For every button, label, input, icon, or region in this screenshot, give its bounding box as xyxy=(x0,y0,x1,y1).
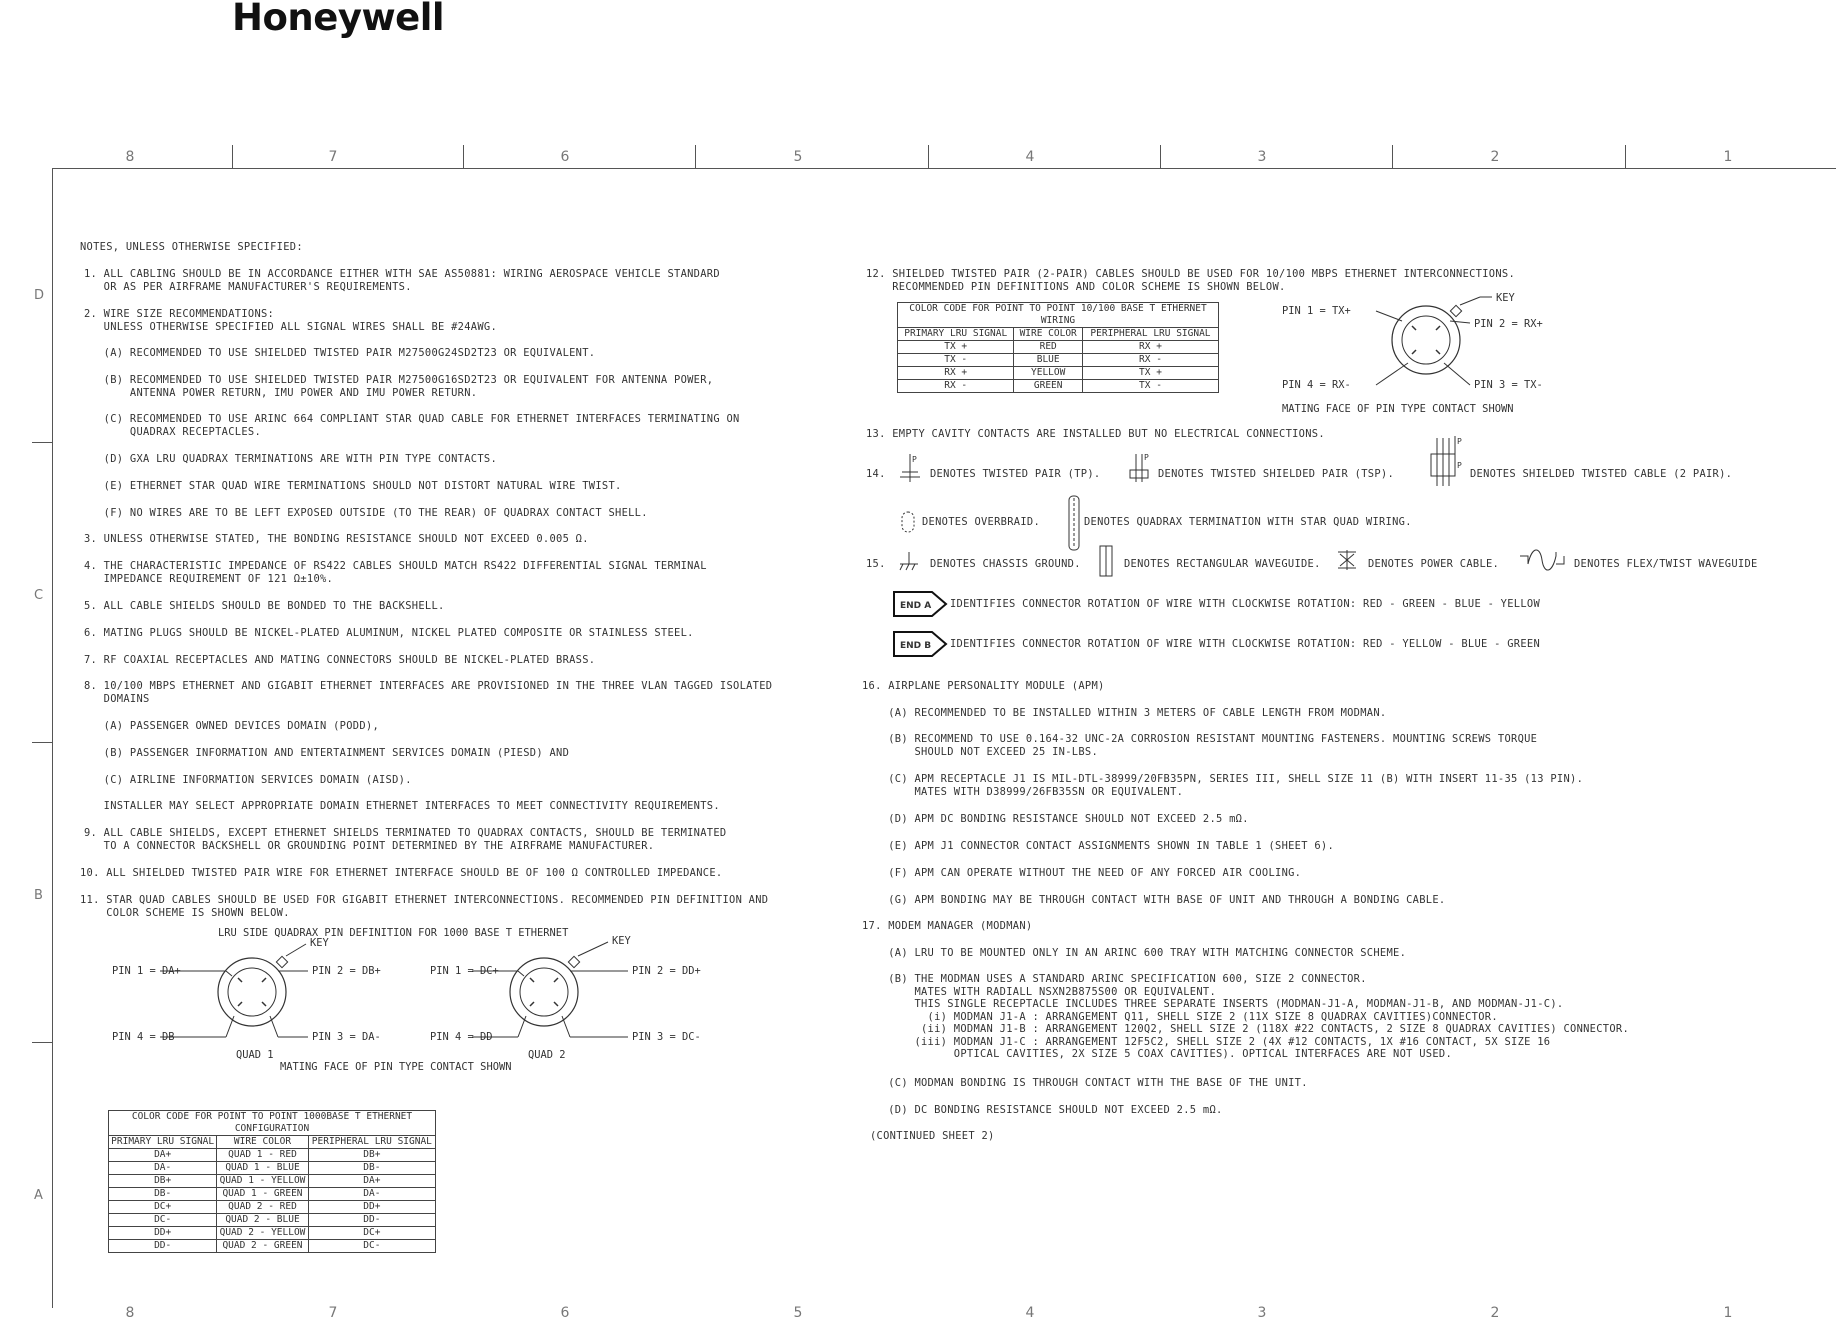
eth-diagram-caption: MATING FACE OF PIN TYPE CONTACT SHOWN xyxy=(1282,403,1514,415)
note-16b: (B) RECOMMEND TO USE 0.164-32 UNC-2A CORROSION RESISTANT MOUNTING FASTENERS. MOUNTING SCREWS TORQUE SHOULD NOT EXCEED 25 IN-LBS. xyxy=(888,733,1538,758)
end-a-label: END A xyxy=(900,601,932,611)
gig-diagram-title: LRU SIDE QUADRAX PIN DEFINITION FOR 1000 BASE T ETHERNET xyxy=(218,927,569,939)
overbraid-symbol xyxy=(896,510,920,536)
note-8: 8. 10/100 MBPS ETHERNET AND GIGABIT ETHERNET INTERFACES ARE PROVISIONED IN THE THREE VLAN TAGGED ISOLATED DOMAINS xyxy=(84,680,773,705)
zone-col-label: 7 xyxy=(328,149,338,165)
note-16: 16. AIRPLANE PERSONALITY MODULE (APM) xyxy=(862,680,1105,692)
zone-col-label: 2 xyxy=(1490,149,1500,165)
gig-table-title: COLOR CODE FOR POINT TO POINT 1000BASE T ETHERNET CONFIGURATION xyxy=(109,1111,436,1136)
eth-pin3: PIN 3 = TX- xyxy=(1474,379,1543,391)
end-b-tag xyxy=(892,630,952,658)
notes-header: NOTES, UNLESS OTHERWISE SPECIFIED: xyxy=(80,241,303,253)
quad2-connector xyxy=(472,942,628,1037)
table-cell: DD- xyxy=(308,1214,435,1227)
eth-table-header: WIRE COLOR xyxy=(1014,328,1083,341)
tsc-text: DENOTES SHIELDED TWISTED CABLE (2 PAIR). xyxy=(1470,468,1733,480)
note-2a: (A) RECOMMENDED TO USE SHIELDED TWISTED PAIR M27500G24SD2T23 OR EQUIVALENT. xyxy=(84,347,596,359)
zone-col-label-bottom: 8 xyxy=(125,1305,135,1321)
note-16g: (G) APM BONDING MAY BE THROUGH CONTACT WITH BASE OF UNIT AND THROUGH A BONDING CABLE. xyxy=(862,894,1446,906)
table-cell: QUAD 1 - RED xyxy=(217,1149,308,1162)
table-row xyxy=(898,380,1219,393)
zone-col-label-bottom: 6 xyxy=(560,1305,570,1321)
table-cell: DA+ xyxy=(308,1175,435,1188)
honeywell-logo: Honeywell xyxy=(232,0,445,39)
tp-text: DENOTES TWISTED PAIR (TP). xyxy=(930,468,1101,480)
eth-table-header: PRIMARY LRU SIGNAL xyxy=(898,328,1014,341)
zone-row-label: B xyxy=(34,888,43,903)
table-cell: QUAD 2 - GREEN xyxy=(217,1240,308,1253)
gig-table-header: WIRE COLOR xyxy=(217,1136,308,1149)
note-8c: (C) AIRLINE INFORMATION SERVICES DOMAIN (AISD). xyxy=(84,774,412,786)
quad1-label: QUAD 1 xyxy=(236,1049,274,1061)
table-cell: DC+ xyxy=(308,1227,435,1240)
table-row xyxy=(898,367,1219,380)
table-cell: DA- xyxy=(109,1162,217,1175)
quad1-pin3: PIN 3 = DA- xyxy=(312,1031,381,1043)
note-9: 9. ALL CABLE SHIELDS, EXCEPT ETHERNET SHIELDS TERMINATED TO QUADRAX CONTACTS, SHOULD BE TERMINATED TO A CONNECTOR BACKSHELL OR GROUNDING POINT DETERMINED BY THE AIRFRAME MANUFACTURER. xyxy=(84,827,727,852)
note-17c: (C) MODMAN BONDING IS THROUGH CONTACT WITH THE BASE OF THE UNIT. xyxy=(862,1077,1308,1089)
eth-key-label: KEY xyxy=(1496,292,1515,304)
ethernet-color-code-table xyxy=(897,302,1219,393)
quad1-pin2: PIN 2 = DB+ xyxy=(312,965,381,977)
tp-p-label: P xyxy=(912,455,917,464)
chassis-ground-symbol xyxy=(898,550,920,574)
quad2-pin3: PIN 3 = DC- xyxy=(632,1031,701,1043)
table-cell: QUAD 1 - GREEN xyxy=(217,1188,308,1201)
flex-waveguide-text: DENOTES FLEX/TWIST WAVEGUIDE xyxy=(1574,558,1758,570)
eth-pin4: PIN 4 = RX- xyxy=(1282,379,1351,391)
table-cell: DC- xyxy=(109,1214,217,1227)
table-row xyxy=(109,1201,436,1214)
quad2-pin2: PIN 2 = DD+ xyxy=(632,965,701,977)
tsp-p-label: P xyxy=(1144,453,1149,462)
zone-tick xyxy=(1625,145,1626,168)
note-17: 17. MODEM MANAGER (MODMAN) xyxy=(862,920,1033,932)
zone-col-label-bottom: 5 xyxy=(793,1305,803,1321)
quadrax-termination-symbol xyxy=(1066,494,1082,554)
zone-col-label: 1 xyxy=(1723,149,1733,165)
note-8a: (A) PASSENGER OWNED DEVICES DOMAIN (PODD), xyxy=(84,720,380,732)
eth-pin1: PIN 1 = TX+ xyxy=(1282,305,1351,317)
note-2d: (D) GXA LRU QUADRAX TERMINATIONS ARE WITH PIN TYPE CONTACTS. xyxy=(84,453,498,465)
waveguide-text: DENOTES RECTANGULAR WAVEGUIDE. xyxy=(1124,558,1321,570)
tsc-p-label-bottom: P xyxy=(1457,461,1462,470)
quad2-pin4: PIN 4 = DD- xyxy=(430,1031,499,1043)
note-2b: (B) RECOMMENDED TO USE SHIELDED TWISTED PAIR M27500G16SD2T23 OR EQUIVALENT FOR ANTENNA POWER, ANTENNA POWER RETURN, IMU POWER AND IMU POWER RETURN. xyxy=(103,374,714,399)
table-cell: TX + xyxy=(898,341,1014,354)
zone-col-label: 3 xyxy=(1257,149,1267,165)
quad2-pin1: PIN 1 = DC+ xyxy=(430,965,499,977)
zone-tick xyxy=(232,145,233,168)
zone-tick xyxy=(1392,145,1393,168)
zone-col-label-bottom: 7 xyxy=(328,1305,338,1321)
table-cell: TX + xyxy=(1082,367,1218,380)
table-row xyxy=(109,1188,436,1201)
frame-top-border xyxy=(52,168,1836,169)
end-a-tag xyxy=(892,590,952,618)
table-row xyxy=(109,1227,436,1240)
table-cell: RX - xyxy=(898,380,1014,393)
quadrax-text: DENOTES QUADRAX TERMINATION WITH STAR QUAD WIRING. xyxy=(1084,516,1412,528)
tsp-text: DENOTES TWISTED SHIELDED PAIR (TSP). xyxy=(1158,468,1395,480)
chassis-ground-text: DENOTES CHASSIS GROUND. xyxy=(930,558,1081,570)
table-cell: BLUE xyxy=(1014,354,1083,367)
table-cell: DC- xyxy=(308,1240,435,1253)
zone-col-label-bottom: 4 xyxy=(1025,1305,1035,1321)
continued-sheet: (CONTINUED SHEET 2) xyxy=(870,1130,995,1142)
note-4: 4. THE CHARACTERISTIC IMPEDANCE OF RS422 CABLES SHOULD MATCH RS422 DIFFERENTIAL SIGNAL TERMINAL IMPEDANCE REQUIREMENT OF 121 Ω±10%. xyxy=(84,560,707,585)
table-cell: RED xyxy=(1014,341,1083,354)
table-cell: RX - xyxy=(1082,354,1218,367)
note-8-installer: INSTALLER MAY SELECT APPROPRIATE DOMAIN ETHERNET INTERFACES TO MEET CONNECTIVITY REQUIREMENTS. xyxy=(84,800,720,812)
note-2e: (E) ETHERNET STAR QUAD WIRE TERMINATIONS SHOULD NOT DISTORT NATURAL WIRE TWIST. xyxy=(84,480,622,492)
note-16d: (D) APM DC BONDING RESISTANCE SHOULD NOT EXCEED 2.5 mΩ. xyxy=(862,813,1249,825)
tsc-p-label-top: P xyxy=(1457,437,1462,446)
zone-col-label: 6 xyxy=(560,149,570,165)
note-2c: (C) RECOMMENDED TO USE ARINC 664 COMPLIANT STAR QUAD CABLE FOR ETHERNET INTERFACES TERMINATING ON QUADRAX RECEPTACLES. xyxy=(103,413,740,438)
table-cell: DC+ xyxy=(109,1201,217,1214)
table-cell: QUAD 1 - YELLOW xyxy=(217,1175,308,1188)
zone-col-label-bottom: 3 xyxy=(1257,1305,1267,1321)
table-cell: QUAD 2 - RED xyxy=(217,1201,308,1214)
table-cell: DD+ xyxy=(109,1227,217,1240)
table-cell: TX - xyxy=(898,354,1014,367)
table-row xyxy=(109,1175,436,1188)
eth-table-header: PERIPHERAL LRU SIGNAL xyxy=(1082,328,1218,341)
row-tick xyxy=(32,742,52,743)
table-row xyxy=(898,341,1219,354)
table-cell: DD- xyxy=(109,1240,217,1253)
eth-table-title: COLOR CODE FOR POINT TO POINT 10/100 BASE T ETHERNET WIRING xyxy=(898,303,1219,328)
zone-col-label: 4 xyxy=(1025,149,1035,165)
note-6: 6. MATING PLUGS SHOULD BE NICKEL-PLATED ALUMINUM, NICKEL PLATED COMPOSITE OR STAINLESS STEEL. xyxy=(84,627,694,639)
zone-row-label: A xyxy=(34,1188,43,1203)
power-cable-text: DENOTES POWER CABLE. xyxy=(1368,558,1500,570)
overbraid-text: DENOTES OVERBRAID. xyxy=(922,516,1041,528)
table-cell: DB+ xyxy=(308,1149,435,1162)
note-16f: (F) APM CAN OPERATE WITHOUT THE NEED OF ANY FORCED AIR COOLING. xyxy=(862,867,1302,879)
note-10: 10. ALL SHIELDED TWISTED PAIR WIRE FOR ETHERNET INTERFACE SHOULD BE OF 100 Ω CONTROLLED IMPEDANCE. xyxy=(80,867,723,879)
shielded-twisted-cable-symbol xyxy=(1425,432,1465,492)
flex-waveguide-symbol xyxy=(1518,542,1574,576)
note-13: 13. EMPTY CAVITY CONTACTS ARE INSTALLED BUT NO ELECTRICAL CONNECTIONS. xyxy=(866,428,1325,440)
end-b-label: END B xyxy=(900,641,932,651)
table-cell: DD+ xyxy=(308,1201,435,1214)
note-16c: (C) APM RECEPTACLE J1 IS MIL-DTL-38999/20FB35PN, SERIES III, SHELL SIZE 11 (B) WITH INSERT 11-35 (13 PIN). MATES WITH D38999/26FB35SN OR EQUIVALENT. xyxy=(888,773,1584,798)
twisted-pair-symbol xyxy=(896,450,926,486)
end-b-text: IDENTIFIES CONNECTOR ROTATION OF WIRE WITH CLOCKWISE ROTATION: RED - YELLOW - BLUE - GREEN xyxy=(950,638,1541,650)
note-1: 1. ALL CABLING SHOULD BE IN ACCORDANCE EITHER WITH SAE AS50881: WIRING AEROSPACE VEHICLE STANDARD OR AS PER AIRFRAME MANUFACTURER'S REQUIREMENTS. xyxy=(84,268,720,293)
note-7: 7. RF COAXIAL RECEPTACLES AND MATING CONNECTORS SHOULD BE NICKEL-PLATED BRASS. xyxy=(84,654,596,666)
note-15-number: 15. xyxy=(866,558,886,570)
quad2-label: QUAD 2 xyxy=(528,1049,566,1061)
quad1-key-label: KEY xyxy=(310,937,329,949)
gigabit-quadrax-diagram xyxy=(100,920,740,1090)
zone-col-label: 5 xyxy=(793,149,803,165)
table-cell: QUAD 2 - YELLOW xyxy=(217,1227,308,1240)
table-cell: DB+ xyxy=(109,1175,217,1188)
gig-table-header: PRIMARY LRU SIGNAL xyxy=(109,1136,217,1149)
table-cell: RX + xyxy=(898,367,1014,380)
twisted-shielded-pair-symbol xyxy=(1122,450,1158,486)
note-2f: (F) NO WIRES ARE TO BE LEFT EXPOSED OUTSIDE (TO THE REAR) OF QUADRAX CONTACT SHELL. xyxy=(84,507,648,519)
table-cell: RX + xyxy=(1082,341,1218,354)
quad1-connector xyxy=(160,944,308,1037)
table-cell: DA+ xyxy=(109,1149,217,1162)
note-16e: (E) APM J1 CONNECTOR CONTACT ASSIGNMENTS SHOWN IN TABLE 1 (SHEET 6). xyxy=(862,840,1335,852)
note-3: 3. UNLESS OTHERWISE STATED, THE BONDING RESISTANCE SHOULD NOT EXCEED 0.005 Ω. xyxy=(84,533,589,545)
quad1-pin4: PIN 4 = DB- xyxy=(112,1031,181,1043)
note-17b: (B) THE MODMAN USES A STANDARD ARINC SPECIFICATION 600, SIZE 2 CONNECTOR. MATES WITH RADIALL NSXN2B875S00 OR EQUIVALENT. THIS SINGLE RECEPTACLE INCLUDES THREE SEPARATE INSERTS (MODMAN-J1-A, MODMAN-J1-B, AND MODMAN-J1-C). (i) MODMAN J1-A : ARRANGEMENT Q11, SHELL SIZE 2 (11X SIZE 8 QUADRAX CAVITIES)CONNECTOR. (ii) MODMAN J1-B : ARRANGEMENT 120Q2, SHELL SIZE 2 (118X #22 CONTACTS, 2 SIZE 8 QUADRAX CAVITIES) CONNECTOR. (iii) MODMAN J1-C : ARRANGEMENT 12F5C2, SHELL SIZE 2 (4X #12 CONTACTS, 1X #16 CONTACT, 5X SIZE 16 OPTICAL CAVITIES, 2X SIZE 5 COAX CAVITIES). OPTICAL INTERFACES ARE NOT USED. xyxy=(888,973,1630,1060)
quad2-key-label: KEY xyxy=(612,935,631,947)
table-cell: DB- xyxy=(109,1188,217,1201)
end-a-text: IDENTIFIES CONNECTOR ROTATION OF WIRE WITH CLOCKWISE ROTATION: RED - GREEN - BLUE - YELLOW xyxy=(950,598,1541,610)
row-tick xyxy=(32,442,52,443)
gig-diagram-caption: MATING FACE OF PIN TYPE CONTACT SHOWN xyxy=(280,1061,512,1073)
note-16a: (A) RECOMMENDED TO BE INSTALLED WITHIN 3 METERS OF CABLE LENGTH FROM MODMAN. xyxy=(862,707,1387,719)
quad1-pin1: PIN 1 = DA+ xyxy=(112,965,181,977)
note-14-number: 14. xyxy=(866,468,886,480)
ethernet-connector-diagram xyxy=(1270,285,1570,425)
zone-tick xyxy=(695,145,696,168)
table-cell: GREEN xyxy=(1014,380,1083,393)
table-cell: QUAD 2 - BLUE xyxy=(217,1214,308,1227)
table-row xyxy=(109,1149,436,1162)
table-row xyxy=(898,354,1219,367)
zone-tick xyxy=(928,145,929,168)
zone-col-label-bottom: 2 xyxy=(1490,1305,1500,1321)
zone-col-label: 8 xyxy=(125,149,135,165)
table-cell: YELLOW xyxy=(1014,367,1083,380)
note-8b: (B) PASSENGER INFORMATION AND ENTERTAINMENT SERVICES DOMAIN (PIESD) AND xyxy=(84,747,570,759)
table-row xyxy=(109,1214,436,1227)
row-tick xyxy=(32,1042,52,1043)
zone-row-label: C xyxy=(34,588,44,603)
gig-table-header: PERIPHERAL LRU SIGNAL xyxy=(308,1136,435,1149)
table-cell: DA- xyxy=(308,1188,435,1201)
note-11: 11. STAR QUAD CABLES SHOULD BE USED FOR GIGABIT ETHERNET INTERCONNECTIONS. RECOMMENDED PIN DEFINITION AND COLOR SCHEME IS SHOWN BELOW. xyxy=(80,894,769,919)
table-cell: TX - xyxy=(1082,380,1218,393)
table-cell: DB- xyxy=(308,1162,435,1175)
zone-col-label-bottom: 1 xyxy=(1723,1305,1733,1321)
note-2: 2. WIRE SIZE RECOMMENDATIONS: UNLESS OTHERWISE SPECIFIED ALL SIGNAL WIRES SHALL BE #24AWG. xyxy=(84,308,498,333)
eth-pin2: PIN 2 = RX+ xyxy=(1474,318,1543,330)
note-17a: (A) LRU TO BE MOUNTED ONLY IN AN ARINC 600 TRAY WITH MATCHING CONNECTOR SCHEME. xyxy=(862,947,1407,959)
power-cable-symbol xyxy=(1334,548,1360,572)
table-cell: QUAD 1 - BLUE xyxy=(217,1162,308,1175)
frame-left-border xyxy=(52,168,53,1308)
zone-tick xyxy=(1160,145,1161,168)
table-row xyxy=(109,1162,436,1175)
note-5: 5. ALL CABLE SHIELDS SHOULD BE BONDED TO THE BACKSHELL. xyxy=(84,600,445,612)
note-12: 12. SHIELDED TWISTED PAIR (2-PAIR) CABLES SHOULD BE USED FOR 10/100 MBPS ETHERNET INTERCONNECTIONS. RECOMMENDED PIN DEFINITIONS AND COLOR SCHEME IS SHOWN BELOW. xyxy=(866,268,1516,293)
zone-row-label: D xyxy=(34,288,45,303)
table-row xyxy=(109,1240,436,1253)
zone-tick xyxy=(463,145,464,168)
gigabit-color-code-table xyxy=(108,1110,436,1253)
rectangular-waveguide-symbol xyxy=(1096,544,1116,578)
note-17d: (D) DC BONDING RESISTANCE SHOULD NOT EXCEED 2.5 mΩ. xyxy=(862,1104,1223,1116)
